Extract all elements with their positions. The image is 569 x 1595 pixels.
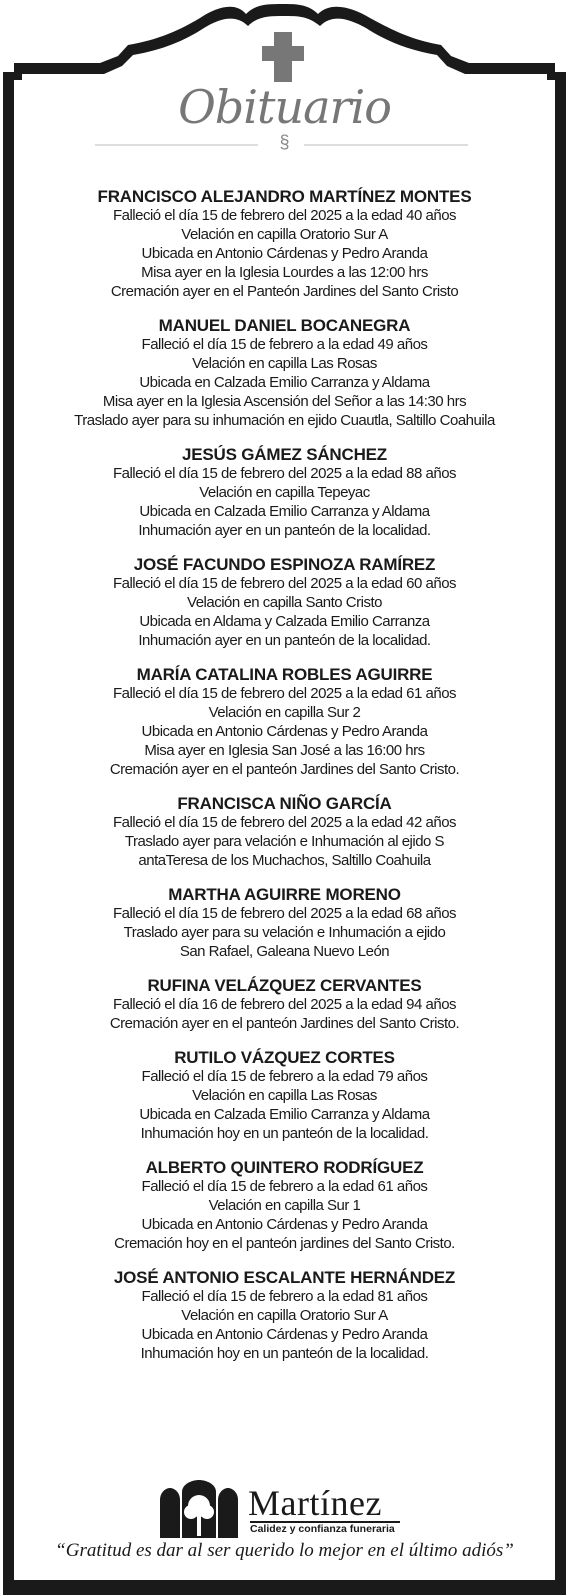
obituary-detail-line: Inhumación hoy en un panteón de la localidad. xyxy=(140,1345,429,1362)
obituary-detail-line: Inhumación ayer en un panteón de la localidad. xyxy=(138,632,431,649)
obituary-detail-line: Velación en capilla Sur 1 xyxy=(208,1197,361,1214)
obituary-detail-line: Falleció el día 15 de febrero a la edad 49 años xyxy=(141,336,428,353)
obituary-entry xyxy=(24,1158,545,1253)
deceased-name: JOSÉ FACUNDO ESPINOZA RAMÍREZ xyxy=(133,555,436,574)
obituary-detail-line: Velación en capilla Santo Cristo xyxy=(187,594,382,611)
obituary-detail-line: Misa ayer en Iglesia San José a las 16:00 hrs xyxy=(144,742,425,759)
obituary-detail-line: Ubicada en Calzada Emilio Carranza y Aldama xyxy=(139,503,430,520)
obituary-entry xyxy=(24,555,545,650)
obituary-detail-line: Falleció el día 16 de febrero del 2025 a la edad 94 años xyxy=(112,996,457,1013)
obituary-entry xyxy=(24,885,545,961)
obituary-detail-line: Ubicada en Antonio Cárdenas y Pedro Aranda xyxy=(141,245,428,262)
obituary-detail-line: Velación en capilla Las Rosas xyxy=(192,1087,377,1104)
obituary-detail-line: Traslado ayer para su velación e Inhumación a ejido xyxy=(123,924,446,941)
obituary-detail-line: Misa ayer en la Iglesia Lourdes a las 12:00 hrs xyxy=(141,264,428,281)
obituary-detail-line: Falleció el día 15 de febrero a la edad 79 años xyxy=(141,1068,428,1085)
obituary-detail-line: Ubicada en Calzada Emilio Carranza y Aldama xyxy=(139,374,430,391)
obituary-detail-line: Falleció el día 15 de febrero del 2025 a la edad 42 años xyxy=(112,814,457,831)
deceased-name: MANUEL DANIEL BOCANEGRA xyxy=(158,316,411,335)
deceased-name: RUFINA VELÁZQUEZ CERVANTES xyxy=(147,976,422,995)
obituary-detail-line: Inhumación ayer en un panteón de la localidad. xyxy=(138,522,431,539)
obituary-detail-line: Velación en capilla Oratorio Sur A xyxy=(181,226,388,243)
deceased-name: MARÍA CATALINA ROBLES AGUIRRE xyxy=(136,665,433,684)
obituary-entry xyxy=(24,794,545,870)
obituary-entry xyxy=(24,316,545,430)
page-title: Obituario xyxy=(178,80,391,134)
obituary-entry xyxy=(24,187,545,301)
obituary-detail-line: San Rafael, Galeana Nuevo León xyxy=(179,943,390,960)
obituary-detail-line: Cremación ayer en el panteón Jardines del Santo Cristo. xyxy=(109,761,460,778)
obituary-entry xyxy=(24,445,545,540)
obituary-entry xyxy=(24,1048,545,1143)
obituary-detail-line: Falleció el día 15 de febrero del 2025 a la edad 40 años xyxy=(112,207,457,224)
obituary-detail-line: Falleció el día 15 de febrero a la edad 61 años xyxy=(141,1178,428,1195)
obituary-entry xyxy=(24,1268,545,1363)
deceased-name: MARTHA AGUIRRE MORENO xyxy=(168,885,401,904)
obituary-detail-line: Falleció el día 15 de febrero a la edad 81 años xyxy=(141,1288,428,1305)
obituary-detail-line: antaTeresa de los Muchachos, Saltillo Coahuila xyxy=(138,852,431,869)
obituary-detail-line: Inhumación hoy en un panteón de la localidad. xyxy=(140,1125,429,1142)
ornament-icon: § xyxy=(279,132,290,152)
obituary-detail-line: Ubicada en Aldama y Calzada Emilio Carranza xyxy=(139,613,430,630)
obituary-list xyxy=(24,187,545,1378)
obituary-detail-line: Misa ayer en la Iglesia Ascensión del Señor a las 14:30 hrs xyxy=(102,393,467,410)
brand-tagline: Calidez y confianza funeraria xyxy=(250,1523,395,1535)
obituary-detail-line: Falleció el día 15 de febrero del 2025 a la edad 68 años xyxy=(112,905,457,922)
obituary-detail-line: Ubicada en Antonio Cárdenas y Pedro Aranda xyxy=(141,723,428,740)
bottom-bar xyxy=(3,1580,566,1595)
footer-quote: “Gratitud es dar al ser querido lo mejor en el último adiós” xyxy=(55,1540,514,1561)
brand-name: Martínez xyxy=(248,1483,382,1523)
obituary-detail-line: Cremación ayer en el panteón Jardines del Santo Cristo. xyxy=(109,1015,460,1032)
obituary-detail-line: Falleció el día 15 de febrero del 2025 a la edad 60 años xyxy=(112,575,457,592)
obituary-entry xyxy=(24,976,545,1033)
obituary-entry xyxy=(24,665,545,779)
deceased-name: FRANCISCO ALEJANDRO MARTÍNEZ MONTES xyxy=(97,187,472,206)
obituary-detail-line: Falleció el día 15 de febrero del 2025 a la edad 88 años xyxy=(112,465,457,482)
obituary-detail-line: Velación en capilla Oratorio Sur A xyxy=(181,1307,388,1324)
obituary-detail-line: Traslado ayer para velación e Inhumación al ejido S xyxy=(124,833,445,850)
obituary-detail-line: Traslado ayer para su inhumación en ejido Cuautla, Saltillo Coahuila xyxy=(74,412,495,429)
deceased-name: RUTILO VÁZQUEZ CORTES xyxy=(174,1048,395,1067)
obituary-detail-line: Falleció el día 15 de febrero del 2025 a la edad 61 años xyxy=(112,685,457,702)
deceased-name: ALBERTO QUINTERO RODRÍGUEZ xyxy=(145,1158,424,1177)
obituary-detail-line: Ubicada en Antonio Cárdenas y Pedro Aranda xyxy=(141,1326,428,1343)
deceased-name: JOSÉ ANTONIO ESCALANTE HERNÁNDEZ xyxy=(113,1268,456,1287)
obituary-detail-line: Velación en capilla Sur 2 xyxy=(208,704,361,721)
deceased-name: FRANCISCA NIÑO GARCÍA xyxy=(177,794,392,813)
obituary-detail-line: Velación en capilla Las Rosas xyxy=(192,355,377,372)
deceased-name: JESÚS GÁMEZ SÁNCHEZ xyxy=(182,445,387,464)
obituary-detail-line: Cremación hoy en el panteón jardines del Santo Cristo. xyxy=(114,1235,455,1252)
obituary-detail-line: Velación en capilla Tepeyac xyxy=(199,484,370,501)
obituary-detail-line: Cremación ayer en el Panteón Jardines del Santo Cristo xyxy=(110,283,459,300)
obituary-detail-line: Ubicada en Antonio Cárdenas y Pedro Aranda xyxy=(141,1216,428,1233)
obituary-detail-line: Ubicada en Calzada Emilio Carranza y Aldama xyxy=(139,1106,430,1123)
